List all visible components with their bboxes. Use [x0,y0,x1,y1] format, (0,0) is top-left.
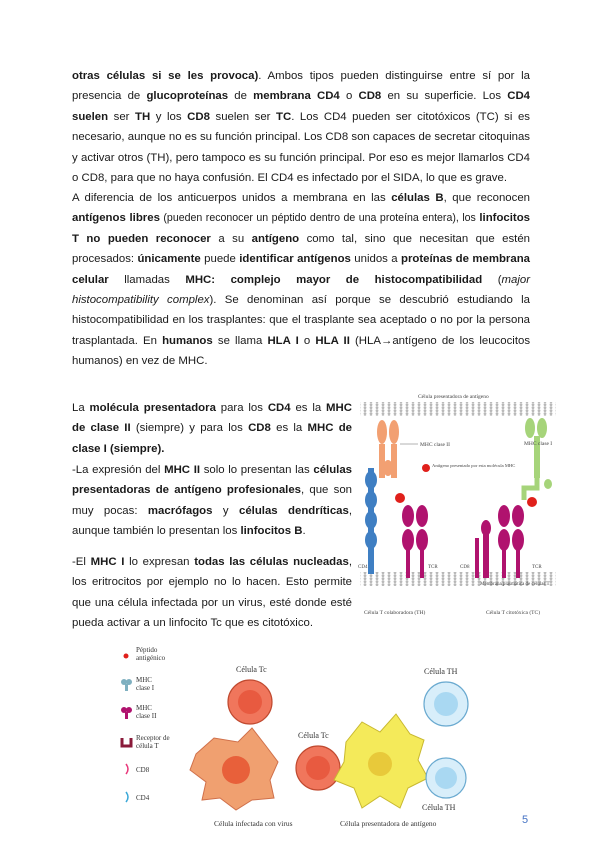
tc-cell-top-nucleus [238,690,262,714]
legend-mhc2-icon [121,707,132,719]
tcr-left-label: TCR [428,565,438,570]
tcr-right-label: TCR [532,565,542,570]
legend-cd4-icon [126,792,128,802]
tc-cell-mid-nucleus [306,756,330,780]
mhc2-label: MHC clase II [420,442,450,448]
tcr-left [402,505,428,578]
cytotoxic-caption: Célula T citotóxica (TC) [486,610,541,616]
legend-cd8-icon [126,764,128,774]
paragraph-mhc-definition: A diferencia de los anticuerpos unidos a membrana en las células B, que reconocen antígenos libres (pueden reconocer un péptido dentro de una proteína entera), los linfocitos T no pueden reconocer a su antígeno como tal, sino que necesitan que estén procesados: únicamente puede identificar antígenos unidos a proteínas de membrana celular llamadas MHC: complejo mayor de histocompatibilidad (major histocompatibility complex). Se denominan así porque se descubrió estudiando la histocompatibilidad en los trasplantes: que el trasplante sea aceptado o no por la persona trasplantada. En humanos se llama HLA I o HLA II (HLA→antígeno de los leucocitos humanos) en vez de MHC. [72,192,531,368]
legend-peptide-icon [124,654,129,659]
legend-mhc1: MHC clase I [136,676,155,692]
antigen-legend-label: Antígeno presentado por esta molécula MHC [432,463,516,468]
th-cell-top-nucleus [434,692,458,716]
mhc-class-i-molecule [524,418,552,500]
tcr-right [498,505,524,578]
apc-membrane-label: Célula presentadora de antígeno [418,394,489,400]
apc-membrane [360,402,556,416]
t-membrane-label: Membrana plasmática de células T [480,582,550,587]
cd4-molecule [365,468,377,574]
caption-apc: Célula presentadora de antígeno [340,819,437,828]
cd8-molecule [475,520,491,578]
th-label-top: Célula TH [424,667,458,676]
antigen-legend-dot [422,464,430,472]
mhc1-label: MHC clase I [524,441,553,447]
page-number: 5 [522,814,529,826]
cell-interaction-diagram [118,642,478,832]
legend-mhc2: MHC clase II [136,704,157,720]
legend [121,646,170,802]
paragraph-presenting-molecule: La molécula presentadora para los CD4 es la MHC de clase II (siempre) y para los CD8 es la MHC de clase I (siempre). [72,402,353,455]
antigen-peptide-right [527,497,537,507]
legend-peptide: Péptido antigénico [136,646,166,662]
mhc-class-ii-molecule [377,420,399,478]
legend-tcr-icon [122,738,131,746]
legend-tcr: Receptor de célula T [136,734,170,750]
th-cell-bottom-nucleus [435,767,457,789]
legend-cd4: CD4 [136,794,150,802]
helper-caption: Célula T colaboradora (TH) [364,610,426,616]
legend-cd8: CD8 [136,766,150,774]
tc-label-mid: Célula Tc [298,731,329,740]
tc-label-top: Célula Tc [236,665,267,674]
cd4-label: CD4 [358,565,368,570]
apc-nucleus [368,752,392,776]
infected-cell-nucleus [222,756,250,784]
th-label-bottom: Célula TH [422,803,456,812]
paragraph-t-cell-types: otras células si se les provoca). Ambos tipos pueden distinguirse entre sí por la presencia de glucoproteínas de membrana CD4 o CD8 en su superficie. Los CD4 suelen ser TH y los CD8 suelen ser TC. Los CD4 pueden ser citotóxicos (TC) si es necesario, aunque no es su función principal. Los CD8 son capaces de secretar citoquinas y activar otros (TH), pero tampoco es su función principal. Por eso es mejor llamarlos CD4 o CD8, para que no haya confusión. El CD4 es infectado por el SIDA, lo que es grave. [72,70,531,185]
legend-mhc1-icon [121,679,132,691]
paragraph-mhc1-expression: -El MHC I lo expresan todas las células nucleadas, los eritrocitos por ejemplo no lo hacen. Esto permite que una célula infectada por un virus, esté donde esté pueda activar a un linfocito Tc que es citotóxico. [72,556,352,630]
cd8-label: CD8 [460,565,470,570]
paragraph-mhc2-expression: -La expresión del MHC II solo lo presentan las células presentadoras de antígeno profesionales, que son muy pocas: macrófagos y células dendríticas, aunque también lo presentan los linfocitos B. [72,464,353,538]
antigen-peptide-left [395,493,405,503]
caption-infected: Célula infectada con virus [214,819,293,828]
mhc-tcr-diagram [356,388,560,620]
